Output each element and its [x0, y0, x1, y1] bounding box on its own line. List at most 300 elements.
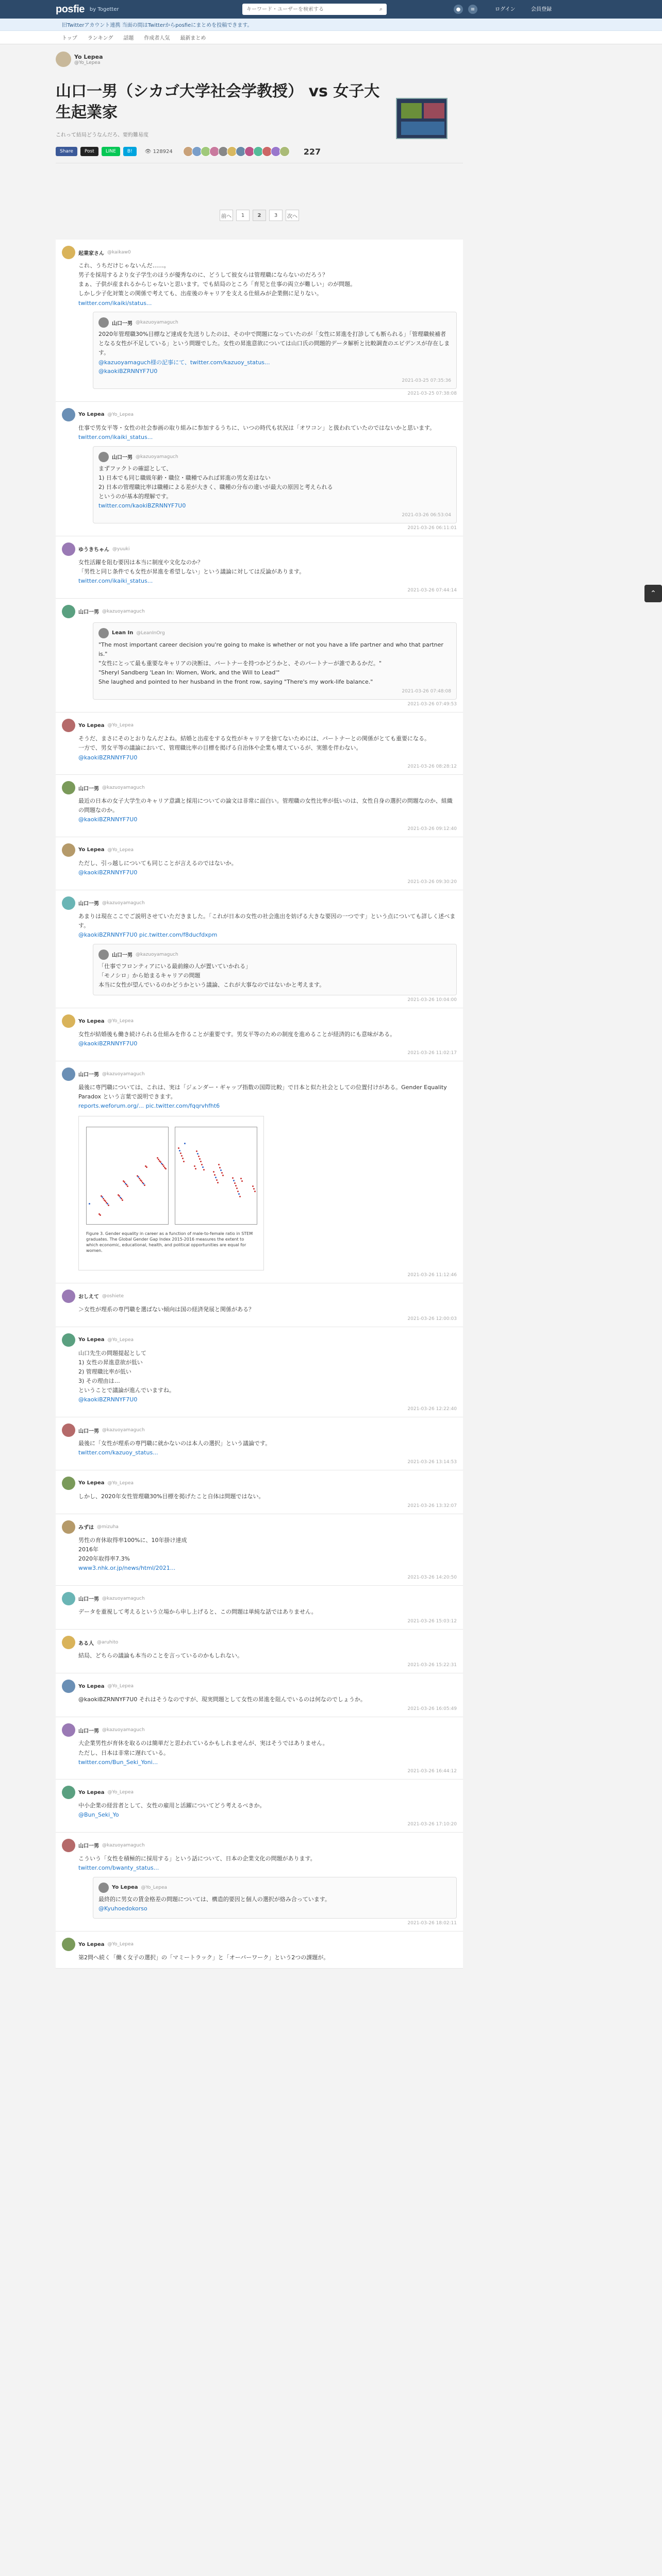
tweet-header — [62, 1423, 457, 1437]
chart-dot — [182, 1158, 184, 1159]
tweet — [56, 1630, 463, 1673]
tweet-image[interactable] — [78, 1116, 264, 1270]
chart-dot — [235, 1185, 237, 1187]
quoted-author-name[interactable]: Yo Lepea — [112, 1885, 138, 1891]
tweet-time[interactable]: 2021-03-26 15:03:12 — [407, 1619, 457, 1624]
avatar[interactable] — [98, 452, 109, 462]
quoted-tweet-header — [98, 452, 451, 462]
quoted-tweet-time[interactable]: 2021-03-26 07:48:08 — [402, 689, 451, 694]
avatar[interactable] — [62, 1423, 75, 1437]
quoted-tweet-text: "The most important career decision you're going to make is whether or not you have a life partner and who that partner is." "女性にとって最も重要なキャリアの決断は、パートナーを持つかどうかと、そのパートナーが誰であるかだ。" "Sheryl Sandberg 'Lean In: Women, Work, and the Will to Lead'" She laughed and pointed to her husband in the front row, saying "There's my work-life balance." — [98, 641, 443, 686]
chart-dot — [161, 1163, 162, 1164]
chart-dot — [144, 1184, 145, 1186]
hatena-bookmark-button[interactable]: B! — [123, 147, 137, 156]
avatar[interactable] — [62, 719, 75, 732]
quoted-author-name[interactable]: 山口一男 — [112, 455, 133, 461]
avatar[interactable] — [62, 1592, 75, 1605]
tweet-list — [56, 240, 463, 1969]
tweet-link[interactable]: reports.weforum.org/... pic.twitter.com/fqqrvhfht6 — [78, 1103, 220, 1110]
tweet-header — [62, 1477, 457, 1490]
tweet-author-name[interactable]: 山口一男 — [78, 1428, 99, 1434]
tweet-author-name[interactable]: 起業家さん — [78, 250, 104, 257]
tweet — [56, 1008, 463, 1061]
tweet — [56, 1673, 463, 1717]
tweet-link[interactable]: @Bun_Seki_Yo — [78, 1811, 119, 1819]
tweet-author-handle: @kazuoyamaguch — [102, 900, 145, 906]
page-3-button[interactable]: 3 — [269, 210, 283, 221]
tweet — [56, 1283, 463, 1327]
tweet — [56, 1833, 463, 1931]
site-logo[interactable]: posfie — [56, 3, 85, 15]
nav-popular-authors[interactable]: 作成者人気 — [144, 36, 170, 41]
tweet — [56, 599, 463, 713]
chart-dot — [214, 1174, 216, 1176]
tweet-time[interactable]: 2021-03-26 07:44:14 — [407, 587, 457, 593]
chart-dot — [123, 1180, 124, 1182]
quoted-tweet-text: 「仕事でフロンティアにいる最前線の人が置いていかれる」 「モノシロ」から始まるキャリアの問題 本当に女性が望んでいるのかどうかという議論、これが大事なのではないかと考えます。 — [98, 962, 325, 988]
tweet-text: 男性の育休取得率100%に、10年掛け達成 2016年 2020年取得率7.3% — [78, 1536, 187, 1563]
chart-dot — [196, 1150, 197, 1152]
tweet-link[interactable]: @kaokiBZRNNYF7U0 — [78, 869, 138, 876]
chart-dot — [100, 1214, 101, 1216]
tweet-author-handle: @kazuoyamaguch — [102, 1842, 145, 1848]
tweet-text: 第2問へ続く「働く女子の選択」の「マミートラック」と「オーバーワーク」という2つの課題が。 — [78, 1954, 329, 1961]
tweet-time[interactable]: 2021-03-26 10:04:00 — [407, 997, 457, 1003]
chart-dot — [202, 1166, 204, 1168]
tweet-text: データを重視して考えるという立場から申し上げると、この問題は単純な話ではありません。 — [78, 1608, 317, 1615]
quoted-tweet-text: 最終的に男女の賃金格差の問題については、構造的要因と個人の選択が絡み合っています。 — [98, 1895, 330, 1903]
tweet-author-name[interactable]: Yo Lepea — [78, 1337, 105, 1343]
nav-ranking[interactable]: ランキング — [87, 36, 113, 41]
chart-dot — [220, 1170, 222, 1171]
tweet-text: これ、うちだけじゃないんだ……。 男子を採用するより女子学生のほうが優秀なのに、どうして彼女らは管理職にならないのだろう？ まぁ、子供が産まれるからじゃないと思います。でも結局のところ「育児と仕事の両立が難しい」のが問題。 しかし少子化対策との関係で考えても、出産後のキャリアを支える仕組みが企業側に足りない。 — [78, 262, 356, 297]
tweet-time[interactable]: 2021-03-26 14:20:50 — [407, 1574, 457, 1580]
page-prev-button[interactable]: 前へ — [220, 210, 233, 221]
tweet-author-name[interactable]: Yo Lepea — [78, 1480, 105, 1486]
quoted-author-name[interactable]: Lean In — [112, 630, 134, 636]
chart-dot — [252, 1185, 254, 1187]
avatar[interactable] — [279, 146, 290, 157]
chart-dot — [178, 1147, 179, 1149]
quoted-author-handle: @kazuoyamaguch — [136, 952, 178, 957]
chart-dot — [118, 1194, 119, 1196]
quoted-tweet-link[interactable]: @Kyuhoedokorso — [98, 1905, 147, 1912]
quoted-tweet-link[interactable]: @kaokiBZRNNYF7U0 — [98, 368, 158, 375]
article-subtitle: これって結局どうなんだろ、要約難易度 — [56, 132, 148, 138]
tweet-link[interactable]: @kaokiBZRNNYF7U0 pic.twitter.com/f8ducfdxpm — [78, 931, 218, 938]
tweet-author-name[interactable]: ゆうきちゃん — [78, 547, 109, 553]
scroll-to-top-button[interactable] — [644, 585, 662, 602]
tweet — [56, 1717, 463, 1780]
tweet-text: しかし、2020年女性管理職30%目標を掲げたこと自体は問題ではない。 — [78, 1493, 264, 1500]
login-button[interactable]: ログイン — [495, 7, 516, 12]
pagination — [56, 210, 463, 221]
tweet-header — [62, 1333, 457, 1347]
chart-dot — [194, 1165, 195, 1167]
tweet — [56, 713, 463, 775]
article-thumbnail — [396, 98, 448, 139]
share-facebook-button[interactable]: Share — [56, 147, 77, 156]
tweet-author-name[interactable]: 山口一男 — [78, 1072, 99, 1078]
chart-dot — [241, 1180, 243, 1182]
quoted-tweet-header — [98, 628, 451, 638]
tweet-link[interactable]: twitter.com/ikaiki/status... — [78, 299, 152, 307]
tweet-author-handle: @Yo_Lepea — [107, 1480, 134, 1486]
chart-dot — [221, 1172, 223, 1174]
avatar[interactable] — [62, 1680, 75, 1693]
avatar[interactable] — [62, 1477, 75, 1490]
quoted-author-name[interactable]: 山口一男 — [112, 320, 133, 327]
tweet-header — [62, 408, 457, 421]
tweet-time[interactable]: 2021-03-26 06:11:01 — [407, 525, 457, 531]
avatar[interactable] — [98, 317, 109, 328]
tweet-header — [62, 605, 457, 618]
tweet-author-name[interactable]: 山口一男 — [78, 786, 99, 792]
page-next-button[interactable]: 次へ — [286, 210, 299, 221]
tweet-time[interactable]: 2021-03-26 13:32:07 — [407, 1503, 457, 1509]
tweet-author-handle: @kaikaw0 — [107, 250, 131, 255]
chart-dot — [197, 1153, 198, 1155]
tweet-link[interactable]: twitter.com/kazuoy_status... — [78, 1449, 158, 1456]
tweet-time[interactable]: 2021-03-26 16:05:49 — [407, 1706, 457, 1712]
tweet-link[interactable]: twitter.com/ikaiki_status... — [78, 577, 153, 584]
tweet — [56, 1417, 463, 1470]
main-column — [56, 52, 463, 1969]
quoted-tweet-time[interactable]: 2021-03-26 06:53:04 — [402, 512, 451, 518]
quoted-tweet[interactable] — [93, 944, 457, 995]
avatar[interactable] — [98, 1883, 109, 1893]
view-count: 👁 128924 — [144, 148, 173, 155]
tweet-author-handle: @Yo_Lepea — [107, 1942, 134, 1947]
tweet-link[interactable]: @kaokiBZRNNYF7U0 — [78, 816, 138, 823]
tweet-author-handle: @kazuoyamaguch — [102, 1071, 145, 1077]
search-box[interactable] — [242, 4, 387, 15]
tweet — [56, 1470, 463, 1514]
avatar[interactable] — [62, 1786, 75, 1799]
tweet — [56, 536, 463, 599]
nav-latest[interactable]: 最新まとめ — [180, 36, 206, 41]
tweet-author-name[interactable]: Yo Lepea — [78, 847, 105, 853]
tweet-author-name[interactable]: ある人 — [78, 1640, 94, 1647]
tweet — [56, 890, 463, 1008]
chart-dot — [89, 1203, 90, 1205]
chart-dot — [195, 1168, 196, 1170]
chart-dot — [181, 1155, 183, 1157]
page-2-button[interactable]: 2 — [253, 210, 266, 221]
tweet-text: 中小企業の経営者として、女性の雇用と活躍についてどう考えるべきか。 — [78, 1802, 266, 1809]
chart-dot — [184, 1143, 186, 1144]
chart-dot — [237, 1191, 239, 1192]
tweet-link[interactable]: @kaokiBZRNNYF7U0 — [78, 1040, 138, 1047]
tweet-author-handle: @Yo_Lepea — [107, 723, 134, 728]
tweet-text: あまりは現在ここでご説明させていただきました。「これが日本の女性の社会進出を妨げる大きな要因の一つです」という点についても詳しく述べます。 — [78, 912, 456, 929]
tweet-author-name[interactable]: Yo Lepea — [78, 412, 105, 418]
tweet-author-name[interactable]: Yo Lepea — [78, 722, 105, 728]
avatar[interactable] — [62, 1520, 75, 1534]
tweet-time[interactable]: 2021-03-26 09:12:40 — [407, 826, 457, 832]
tweet-time[interactable]: 2021-03-26 11:12:46 — [407, 1272, 457, 1278]
chart-dot — [120, 1197, 121, 1198]
line-share-button[interactable]: LINE — [102, 147, 120, 156]
post-x-button[interactable]: Post — [80, 147, 98, 156]
avatar[interactable] — [62, 1723, 75, 1737]
chart-dot — [165, 1168, 167, 1170]
avatar[interactable] — [62, 246, 75, 259]
tweet-author-handle: @oshiete — [102, 1293, 124, 1299]
avatar[interactable] — [62, 1333, 75, 1347]
chart-dot — [142, 1182, 143, 1183]
tweet-link[interactable]: twitter.com/ikaiki_status... — [78, 433, 153, 440]
tweet-author-name[interactable]: おしえて — [78, 1294, 99, 1300]
tweet-header — [62, 1592, 457, 1605]
avatar[interactable] — [62, 781, 75, 794]
tweet-link[interactable]: twitter.com/bwanty_status... — [78, 1865, 159, 1872]
tweet-text: 仕事で男女平等・女性の社会参画の取り組みに参加するうちに、いつの時代も状況は「オワコン」と扱われていたのではないかと思います。 — [78, 424, 436, 431]
tweet — [56, 1586, 463, 1630]
chart-dot — [232, 1177, 234, 1179]
avatar[interactable] — [98, 628, 109, 638]
tweet — [56, 1327, 463, 1417]
tweet-author-name[interactable]: 山口一男 — [78, 1597, 99, 1603]
chart-dot — [180, 1153, 181, 1154]
tweet — [56, 1780, 463, 1833]
tweet-text: 最近の日本の女子大学生のキャリア意識と採用についての論文は非常に面白い。管理職の女性比率が低いのは、女性自身の選択の問題なのか、組織の問題なのか。 — [78, 798, 453, 814]
quoted-author-handle: @Yo_Lepea — [141, 1885, 167, 1890]
author-avatar[interactable] — [56, 52, 71, 67]
tweet-author-handle: @kazuoyamaguch — [102, 785, 145, 791]
search-input[interactable] — [242, 7, 375, 12]
register-button[interactable]: 会員登録 — [531, 7, 552, 12]
tweet — [56, 1514, 463, 1586]
tweet-header — [62, 1520, 457, 1534]
quoted-tweet-time[interactable]: 2021-03-25 07:35:36 — [402, 378, 451, 383]
avatar[interactable] — [62, 1938, 75, 1951]
chart-dot — [201, 1164, 203, 1165]
header-icons — [454, 5, 477, 14]
tweet-text: ただし、引っ越しについても同じことが言えるのではないか。 — [78, 859, 237, 867]
page-title: 山口一男（シカゴ大学社会学教授） vs 女子大生起業家 — [56, 82, 380, 122]
tweet-author-handle: @kazuoyamaguch — [102, 1596, 145, 1601]
avatar[interactable] — [62, 843, 75, 857]
quoted-tweet-text: 2020年管理職30%目標など達成を先送りしたのは、その中で問題になっていたのが「女性に昇進を打診しても断られる」「管理職候補者となる女性が不足している」という問題でした。女性の昇進意欲については山口氏の問題的データ解析と比較調査のエビデンスが存在します。 — [98, 331, 450, 357]
chart-dot — [137, 1175, 138, 1177]
tweet-time[interactable]: 2021-03-26 15:22:31 — [407, 1663, 457, 1668]
chart-dot — [125, 1183, 126, 1184]
quoted-tweet[interactable] — [93, 622, 457, 700]
tweet-header — [62, 1786, 457, 1799]
tweet-author-name[interactable]: Yo Lepea — [78, 1941, 105, 1947]
chart-dot — [218, 1164, 220, 1165]
tweet-text: 大企業男性が育休を取るのは簡単だと思われているかもしれませんが、実はそうではありません。 ただし、日本は非常に遅れている。 — [78, 1740, 328, 1756]
tweet-author-name[interactable]: Yo Lepea — [78, 1683, 105, 1689]
tweet-link[interactable]: @kaokiBZRNNYF7U0 — [78, 754, 138, 761]
tweet-time[interactable]: 2021-03-26 08:28:12 — [407, 764, 457, 770]
quoted-tweet[interactable] — [93, 446, 457, 523]
tweet-author-name[interactable]: 山口一男 — [78, 1728, 99, 1734]
tweet-author-handle: @Yo_Lepea — [107, 1337, 134, 1343]
chart-panel-left — [86, 1127, 169, 1225]
tweet-header — [62, 1636, 457, 1649]
tweet-time[interactable]: 2021-03-26 09:30:20 — [407, 879, 457, 885]
tweet-author-name[interactable]: 山口一男 — [78, 901, 99, 907]
tweet-link[interactable]: twitter.com/Bun_Seki_Yoni... — [78, 1758, 158, 1766]
search-icon[interactable]: ⌕ — [379, 6, 383, 12]
chart-dot — [146, 1166, 147, 1168]
chart-dot — [213, 1171, 214, 1173]
chart-dot — [108, 1205, 109, 1206]
chart-dot — [215, 1177, 217, 1178]
tweet-header — [62, 719, 457, 732]
chart-dot — [122, 1199, 123, 1201]
chart-dot — [200, 1161, 202, 1162]
favorite-count: 227 — [303, 146, 321, 157]
chart-dot — [145, 1165, 146, 1167]
chart-dot — [233, 1180, 235, 1181]
avatar[interactable] — [62, 408, 75, 421]
tweet-author-handle: @Yo_Lepea — [107, 1790, 134, 1795]
tweet-author-name[interactable]: Yo Lepea — [78, 1789, 105, 1795]
bell-icon[interactable]: ● — [454, 5, 463, 14]
avatar[interactable] — [62, 543, 75, 556]
tweet-author-name[interactable]: みずは — [78, 1525, 94, 1531]
tweet-text: 女性活躍を阻む要因は本当に制度や文化なのか？ 「男性と同じ条件でも女性が昇進を希望しない」という議論に対しては反論があります。 — [78, 558, 305, 575]
tweet-link[interactable]: @kaokiBZRNNYF7U0 — [78, 1396, 138, 1403]
quoted-tweet-link[interactable]: @kazuoyamaguch様の記事にて、twitter.com/kazuoy_status... — [98, 359, 270, 366]
tweet-author-name[interactable]: 山口一男 — [78, 609, 99, 616]
chart-dot — [199, 1158, 201, 1160]
chart-dot — [238, 1193, 240, 1195]
chart-dot — [240, 1178, 242, 1179]
chart-dot — [98, 1213, 100, 1215]
tweet-text: 結局、どちらの議論も本当のことを言っているのかもしれない。 — [78, 1652, 243, 1659]
tweet-text: こういう「女性を積極的に採用する」という話について、日本の企業文化の問題があります。 — [78, 1855, 316, 1862]
chart-panel-right — [175, 1127, 257, 1225]
tweet — [56, 775, 463, 837]
quoted-author-handle: @LeanInOrg — [136, 630, 165, 636]
chart-dot — [222, 1175, 224, 1176]
avatar[interactable] — [62, 1067, 75, 1081]
avatar[interactable] — [62, 1636, 75, 1649]
tweet-time[interactable]: 2021-03-26 17:10:20 — [407, 1821, 457, 1827]
tweet-header — [62, 1723, 457, 1737]
author-handle: @Yo_Lepea — [74, 60, 101, 65]
global-nav — [0, 31, 662, 44]
tweet-header — [62, 896, 457, 910]
nav-top[interactable]: トップ — [62, 36, 77, 41]
chart-dot — [183, 1161, 185, 1162]
chart-dot — [139, 1178, 140, 1179]
tweet-time[interactable]: 2021-03-26 11:02:17 — [407, 1050, 457, 1056]
tweet-text: 最後に「女性が理系の専門職に就かないのは本人の選択」という議論です。 — [78, 1440, 271, 1447]
nav-topics[interactable]: 話題 — [123, 36, 134, 41]
author-name[interactable]: Yo Lepea — [74, 53, 103, 60]
tweet-text: 女性が結婚後も働き続けられる仕組みを作ることが重要です。男女平等のための制度を進めることが経済的にも意味がある。 — [78, 1031, 396, 1038]
tweet-text: そうだ、まさにそのとおりなんだよね。結婚と出産をする女性がキャリアを捨てないためには、パートナーとの関係がとても重要になる。 一方で、男女平等の議論において、管理職比率の目標を掲げる自治体や企業も増えているが、実態を伴わない。 — [78, 735, 430, 752]
tweet-author-handle: @Yo_Lepea — [107, 412, 134, 417]
togetter-link[interactable]: by Togetter — [89, 6, 119, 12]
favorite-avatars — [183, 146, 288, 157]
tweet-author-name[interactable]: Yo Lepea — [78, 1018, 105, 1024]
chart-dot — [234, 1182, 236, 1184]
chart-dot — [158, 1159, 159, 1160]
chart-dot — [159, 1160, 160, 1162]
tweet-time[interactable]: 2021-03-25 07:38:08 — [407, 391, 457, 396]
tweet — [56, 1931, 463, 1968]
tweet-link[interactable]: www3.nhk.or.jp/news/html/2021... — [78, 1565, 176, 1572]
tweet-header — [62, 781, 457, 794]
tweet-time[interactable]: 2021-03-26 16:44:12 — [407, 1769, 457, 1774]
menu-icon[interactable]: ≡ — [468, 5, 477, 14]
chart-dot — [254, 1191, 256, 1192]
quoted-tweet-text: まずファクトの確認として、 1) 日本でも同じ職級年齢・職位・職種でみれば昇進の男女差はない 2) 日本の管理職比率は職種による差が大きく、職種の分布の違いが最大の原因と考えられる というのが基本的理解です。 — [98, 465, 333, 500]
chart-dot — [101, 1195, 102, 1197]
chart-dot — [104, 1199, 105, 1201]
chart-dot — [106, 1202, 107, 1204]
tweet-time[interactable]: 2021-03-26 12:22:40 — [407, 1406, 457, 1412]
tweet-header — [62, 246, 457, 259]
quoted-tweet-link[interactable]: twitter.com/kaokiBZRNNYF7U0 — [98, 502, 186, 510]
quoted-author-name[interactable]: 山口一男 — [112, 953, 133, 959]
tweet-header — [62, 1680, 457, 1693]
avatar[interactable] — [62, 1014, 75, 1028]
avatar[interactable] — [62, 896, 75, 910]
tweet-header — [62, 1067, 457, 1081]
avatar[interactable] — [62, 1290, 75, 1303]
tweet-header — [62, 1938, 457, 1951]
quoted-tweet-header — [98, 950, 451, 960]
tweet-time[interactable]: 2021-03-26 07:49:53 — [407, 702, 457, 707]
tweet-header — [62, 1014, 457, 1028]
chart-dot — [216, 1179, 218, 1181]
chart-dot — [253, 1188, 255, 1190]
site-header — [0, 0, 662, 19]
avatar[interactable] — [62, 1839, 75, 1852]
tweet-header — [62, 843, 457, 857]
chart-dot — [203, 1169, 205, 1171]
tweet-author-handle: @Yo_Lepea — [107, 1684, 134, 1689]
tweet-author-handle: @yuuki — [112, 546, 130, 552]
quoted-author-handle: @kazuoyamaguch — [136, 454, 178, 460]
tweet-author-name[interactable]: 山口一男 — [78, 1843, 99, 1850]
tweet — [56, 1061, 463, 1283]
chart-dot — [163, 1165, 164, 1167]
tweet-author-handle: @kazuoyamaguch — [102, 1428, 145, 1433]
chart-dot — [103, 1198, 104, 1199]
avatar[interactable] — [62, 605, 75, 618]
quoted-tweet[interactable] — [93, 1877, 457, 1919]
tweet-text: 山口先生の問題提起として 1) 女性の昇進意欲が低い 2) 管理職比率が低い 3) その理由は… ということで議論が進んでいますね。 — [78, 1349, 175, 1394]
tweet-author-handle: @Yo_Lepea — [107, 847, 134, 853]
quoted-tweet-header — [98, 1883, 451, 1893]
notice-bar[interactable]: 旧Twitterアカウント連携 当面の間はTwitterからposfieにまとめを投稿できます。 — [0, 19, 662, 31]
page-1-button[interactable]: 1 — [236, 210, 250, 221]
chart-dot — [198, 1156, 200, 1157]
chart-dot — [239, 1196, 241, 1197]
quoted-author-handle: @kazuoyamaguch — [136, 320, 178, 326]
share-row — [56, 146, 463, 157]
tweet-time[interactable]: 2021-03-26 13:14:53 — [407, 1459, 457, 1465]
avatar[interactable] — [98, 950, 109, 960]
tweet-time[interactable]: 2021-03-26 18:02:11 — [407, 1921, 457, 1926]
quoted-tweet-header — [98, 317, 451, 328]
tweet-time[interactable]: 2021-03-26 12:00:03 — [407, 1316, 457, 1321]
tweet-text: ＞女性が理系の専門職を選ばない傾向は国の経済発展と関係がある？ — [78, 1306, 254, 1313]
tweet-text: 最後に専門職については、これは、実は「ジェンダー・ギャップ指数の国際比較」で日本と似た社会としての位置付けがある。Gender Equality Paradox という言葉で説明できます。 — [78, 1083, 447, 1100]
chart-dot — [219, 1167, 221, 1168]
chevron-up-icon: ⌃ — [650, 589, 656, 598]
chart-dot — [164, 1167, 166, 1168]
quoted-tweet[interactable] — [93, 312, 457, 389]
